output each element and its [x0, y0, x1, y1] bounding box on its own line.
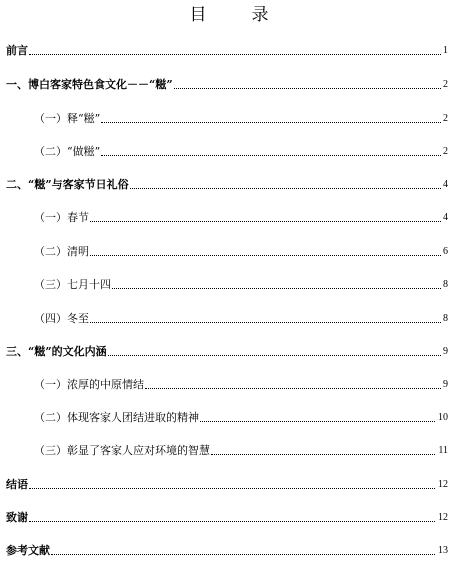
- toc-entry-label: 前言: [6, 44, 28, 57]
- toc-entry-page: 12: [438, 512, 448, 523]
- dot-leader: [101, 155, 441, 156]
- toc-entry-section-2-3[interactable]: [34, 276, 448, 292]
- toc-entry-chapter-2[interactable]: [6, 176, 448, 192]
- toc-entry-section-3-1[interactable]: [34, 376, 448, 392]
- toc-entry-section-1-1[interactable]: [34, 110, 448, 126]
- toc-entry-section-3-2[interactable]: [34, 409, 448, 425]
- toc-entry-label: （一）浓厚的中原情结: [34, 378, 144, 391]
- dot-leader: [90, 322, 441, 323]
- toc-entry-page: 12: [438, 479, 448, 490]
- toc-entry-page: 10: [438, 412, 448, 423]
- toc-entry-page: 8: [443, 279, 448, 290]
- toc-entry-section-2-2[interactable]: [34, 243, 448, 259]
- toc-entry-preface[interactable]: [6, 42, 448, 58]
- dot-leader: [174, 88, 441, 89]
- toc-entry-page: 4: [443, 212, 448, 223]
- dot-leader: [51, 554, 435, 555]
- toc-entry-label: （一）释“糍”: [34, 112, 101, 125]
- dot-leader: [90, 221, 441, 222]
- dot-leader: [29, 521, 435, 522]
- toc-entry-label: 参考文献: [6, 544, 50, 557]
- toc-entry-label: 三、“糍”的文化内涵: [6, 345, 107, 358]
- dot-leader: [211, 454, 435, 455]
- toc-entry-section-1-2[interactable]: [34, 143, 448, 159]
- toc-entry-label: （二）“做糍”: [34, 145, 101, 158]
- toc-entry-label: 致谢: [6, 511, 28, 524]
- toc-entry-page: 9: [443, 346, 448, 357]
- toc-entry-page: 2: [443, 113, 448, 124]
- toc-entry-page: 8: [443, 313, 448, 324]
- toc-title: 目 录: [189, 5, 283, 25]
- dot-leader: [29, 54, 441, 55]
- toc-entry-label: 结语: [6, 478, 28, 491]
- toc-entry-label: （三）七月十四: [34, 278, 111, 291]
- toc-entry-label: 二、“糍”与客家节日礼俗: [6, 178, 129, 191]
- toc-entry-section-2-4[interactable]: [34, 310, 448, 326]
- toc-entry-label: （二）体现客家人团结进取的精神: [34, 411, 199, 424]
- dot-leader: [101, 122, 441, 123]
- toc-entry-references[interactable]: [6, 542, 448, 558]
- toc-entry-page: 13: [438, 545, 448, 556]
- toc-entry-chapter-3[interactable]: [6, 343, 448, 359]
- dot-leader: [200, 421, 435, 422]
- toc-entry-conclusion[interactable]: [6, 476, 448, 492]
- toc-entry-label: （三）彰显了客家人应对环境的智慧: [34, 444, 210, 457]
- toc-entry-chapter-1[interactable]: [6, 76, 448, 92]
- toc-entry-section-3-3[interactable]: [34, 442, 448, 458]
- toc-entry-page: 1: [443, 45, 448, 56]
- toc-entry-label: （一）春节: [34, 211, 89, 224]
- toc-entry-label: （四）冬至: [34, 312, 89, 325]
- toc-entry-page: 4: [443, 179, 448, 190]
- toc-entry-page: 6: [443, 246, 448, 257]
- toc-entry-page: 2: [443, 79, 448, 90]
- dot-leader: [29, 488, 435, 489]
- dot-leader: [145, 388, 441, 389]
- dot-leader: [112, 288, 441, 289]
- toc-entry-label: 一、博白客家特色食文化－－“糍”: [6, 78, 173, 91]
- toc-entry-label: （二）清明: [34, 245, 89, 258]
- toc-entry-acknowledgements[interactable]: [6, 509, 448, 525]
- toc-entry-page: 11: [438, 445, 448, 456]
- dot-leader: [130, 188, 441, 189]
- toc-entry-page: 2: [443, 146, 448, 157]
- toc-entry-section-2-1[interactable]: [34, 209, 448, 225]
- toc-entry-page: 9: [443, 379, 448, 390]
- dot-leader: [108, 355, 441, 356]
- dot-leader: [90, 255, 441, 256]
